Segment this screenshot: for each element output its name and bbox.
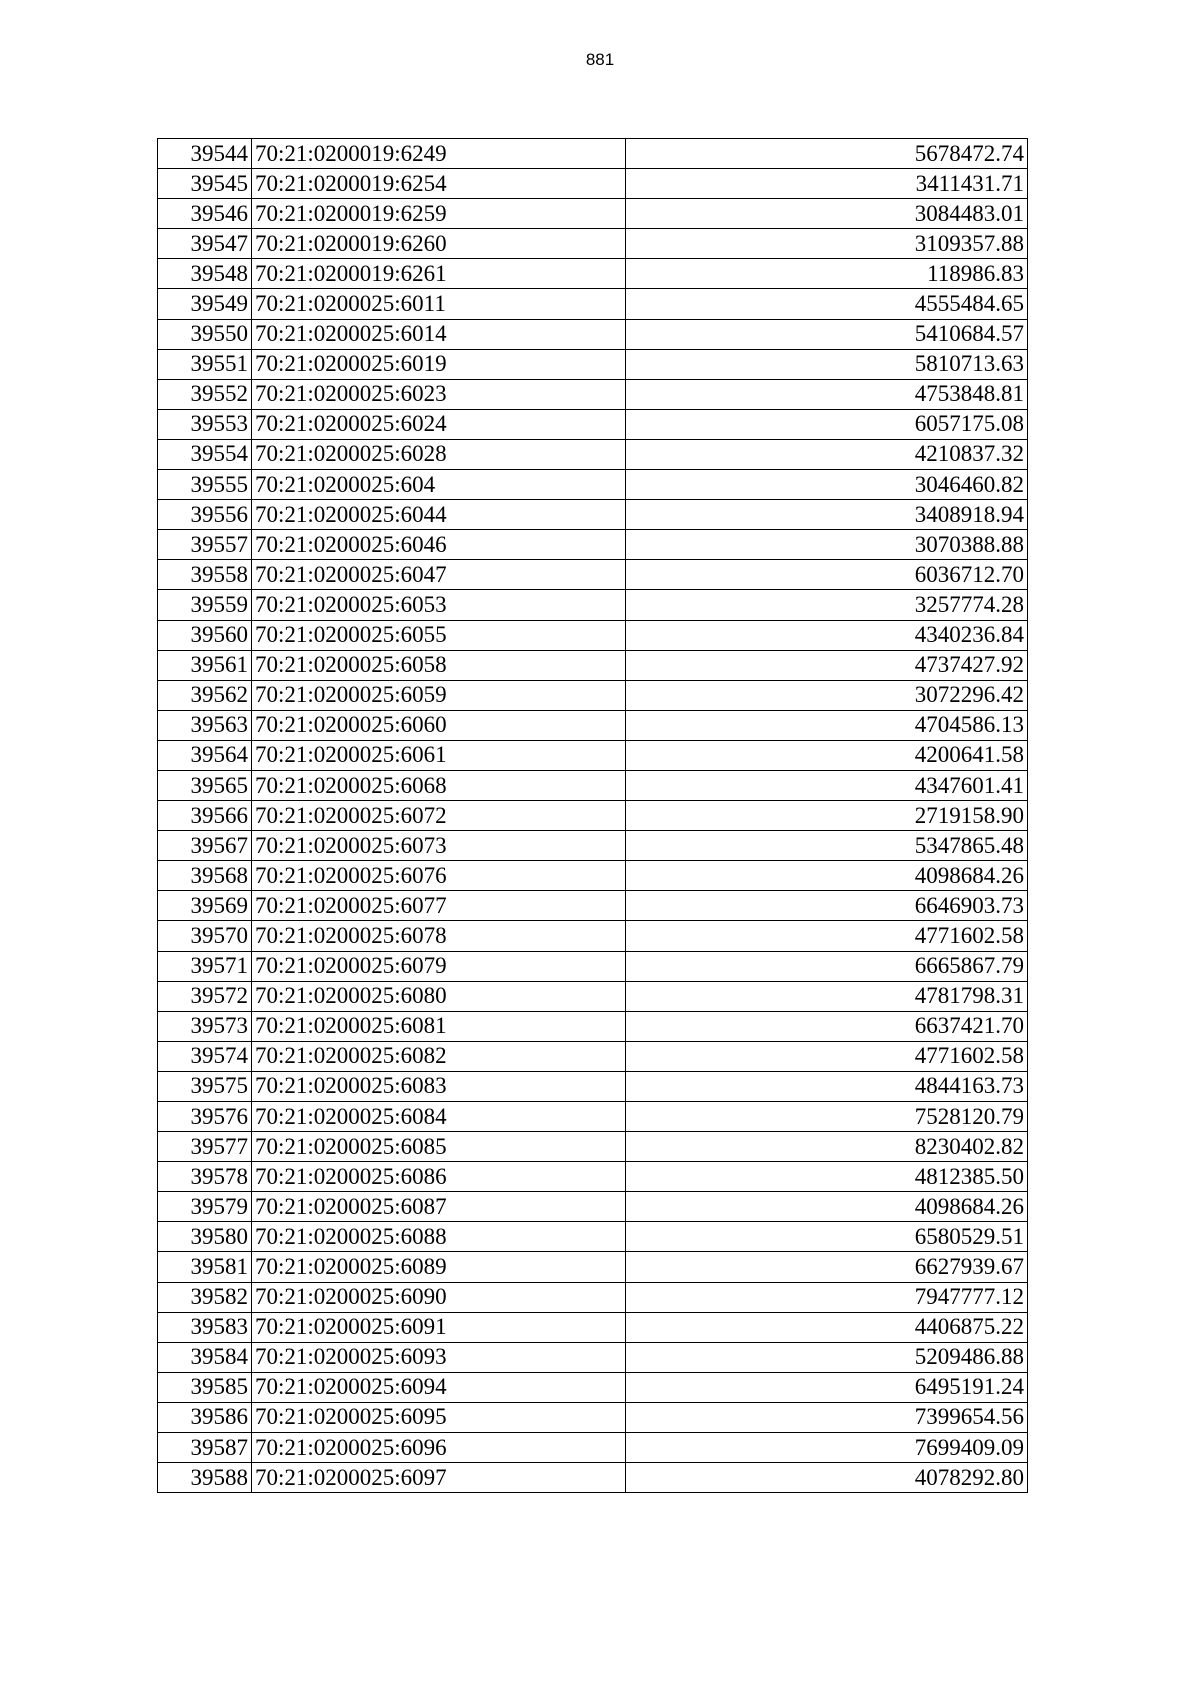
row-number-cell: 39573: [158, 1011, 252, 1041]
cadastral-number-cell: 70:21:0200025:6083: [252, 1071, 626, 1101]
cadastral-value-cell: 3084483.01: [626, 199, 1028, 229]
table-row: [158, 259, 1028, 289]
cadastral-number-cell: 70:21:0200019:6260: [252, 229, 626, 259]
table-row: [158, 1433, 1028, 1463]
cadastral-number-cell: 70:21:0200025:6060: [252, 710, 626, 740]
cadastral-value-cell: 4078292.80: [626, 1463, 1028, 1493]
cadastral-value-cell: 4347601.41: [626, 770, 1028, 800]
cadastral-number-cell: 70:21:0200019:6254: [252, 169, 626, 199]
cadastral-number-cell: 70:21:0200025:6093: [252, 1342, 626, 1372]
row-number-cell: 39559: [158, 590, 252, 620]
cadastral-value-cell: 4210837.32: [626, 439, 1028, 469]
row-number-cell: 39564: [158, 740, 252, 770]
cadastral-value-cell: 3408918.94: [626, 500, 1028, 530]
cadastral-number-cell: 70:21:0200025:6096: [252, 1433, 626, 1463]
row-number-cell: 39561: [158, 650, 252, 680]
cadastral-number-cell: 70:21:0200025:6047: [252, 560, 626, 590]
cadastral-value-cell: 6036712.70: [626, 560, 1028, 590]
cadastral-value-cell: 5678472.74: [626, 139, 1028, 169]
row-number-cell: 39554: [158, 439, 252, 469]
row-number-cell: 39562: [158, 680, 252, 710]
table-row: [158, 590, 1028, 620]
cadastral-number-cell: 70:21:0200025:6044: [252, 500, 626, 530]
row-number-cell: 39582: [158, 1282, 252, 1312]
row-number-cell: 39580: [158, 1222, 252, 1252]
cadastral-value-cell: 7699409.09: [626, 1433, 1028, 1463]
table-row: [158, 470, 1028, 500]
cadastral-value-cell: 7528120.79: [626, 1102, 1028, 1132]
table-row: [158, 500, 1028, 530]
table-row: [158, 229, 1028, 259]
table-row: [158, 1041, 1028, 1071]
cadastral-value-cell: 5209486.88: [626, 1342, 1028, 1372]
cadastral-value-cell: 6665867.79: [626, 951, 1028, 981]
row-number-cell: 39570: [158, 921, 252, 951]
cadastral-number-cell: 70:21:0200019:6259: [252, 199, 626, 229]
cadastral-number-cell: 70:21:0200025:6078: [252, 921, 626, 951]
cadastral-value-cell: 4704586.13: [626, 710, 1028, 740]
cadastral-number-cell: 70:21:0200025:6089: [252, 1252, 626, 1282]
row-number-cell: 39587: [158, 1433, 252, 1463]
table-row: [158, 1222, 1028, 1252]
table-row: [158, 1402, 1028, 1432]
cadastral-number-cell: 70:21:0200025:6072: [252, 801, 626, 831]
cadastral-value-cell: 7399654.56: [626, 1402, 1028, 1432]
row-number-cell: 39576: [158, 1102, 252, 1132]
row-number-cell: 39571: [158, 951, 252, 981]
row-number-cell: 39574: [158, 1041, 252, 1071]
row-number-cell: 39579: [158, 1192, 252, 1222]
table-row: [158, 169, 1028, 199]
row-number-cell: 39545: [158, 169, 252, 199]
table-row: [158, 139, 1028, 169]
cadastral-value-cell: 4771602.58: [626, 921, 1028, 951]
cadastral-value-table: [157, 138, 1028, 1493]
table-row: [158, 1342, 1028, 1372]
cadastral-value-cell: 3411431.71: [626, 169, 1028, 199]
row-number-cell: 39548: [158, 259, 252, 289]
row-number-cell: 39572: [158, 981, 252, 1011]
table-row: [158, 680, 1028, 710]
table-row: [158, 379, 1028, 409]
row-number-cell: 39567: [158, 831, 252, 861]
table-row: [158, 1071, 1028, 1101]
row-number-cell: 39578: [158, 1162, 252, 1192]
cadastral-value-cell: 3072296.42: [626, 680, 1028, 710]
cadastral-value-cell: 4812385.50: [626, 1162, 1028, 1192]
row-number-cell: 39566: [158, 801, 252, 831]
row-number-cell: 39568: [158, 861, 252, 891]
row-number-cell: 39584: [158, 1342, 252, 1372]
cadastral-value-cell: 6637421.70: [626, 1011, 1028, 1041]
cadastral-value-cell: 6495191.24: [626, 1372, 1028, 1402]
cadastral-number-cell: 70:21:0200025:6053: [252, 590, 626, 620]
cadastral-number-cell: 70:21:0200025:6059: [252, 680, 626, 710]
cadastral-value-cell: 3109357.88: [626, 229, 1028, 259]
table-row: [158, 530, 1028, 560]
table-row: [158, 891, 1028, 921]
cadastral-value-table-container: [157, 138, 1028, 1493]
row-number-cell: 39555: [158, 470, 252, 500]
table-row: [158, 1282, 1028, 1312]
cadastral-value-cell: 4555484.65: [626, 289, 1028, 319]
cadastral-value-cell: 2719158.90: [626, 801, 1028, 831]
table-row: [158, 199, 1028, 229]
cadastral-number-cell: 70:21:0200025:6082: [252, 1041, 626, 1071]
row-number-cell: 39569: [158, 891, 252, 921]
cadastral-value-cell: 4844163.73: [626, 1071, 1028, 1101]
cadastral-value-cell: 4406875.22: [626, 1312, 1028, 1342]
cadastral-value-cell: 3257774.28: [626, 590, 1028, 620]
cadastral-number-cell: 70:21:0200025:6084: [252, 1102, 626, 1132]
cadastral-value-cell: 7947777.12: [626, 1282, 1028, 1312]
cadastral-number-cell: 70:21:0200025:6087: [252, 1192, 626, 1222]
row-number-cell: 39558: [158, 560, 252, 590]
cadastral-value-cell: 6627939.67: [626, 1252, 1028, 1282]
cadastral-number-cell: 70:21:0200025:6090: [252, 1282, 626, 1312]
table-row: [158, 831, 1028, 861]
table-row: [158, 1372, 1028, 1402]
table-body: [158, 139, 1028, 1493]
cadastral-value-cell: 5410684.57: [626, 319, 1028, 349]
cadastral-value-cell: 4781798.31: [626, 981, 1028, 1011]
table-row: [158, 650, 1028, 680]
table-row: [158, 439, 1028, 469]
cadastral-number-cell: 70:21:0200025:6058: [252, 650, 626, 680]
cadastral-value-cell: 5810713.63: [626, 349, 1028, 379]
cadastral-value-cell: 5347865.48: [626, 831, 1028, 861]
cadastral-number-cell: 70:21:0200025:6091: [252, 1312, 626, 1342]
cadastral-number-cell: 70:21:0200025:6046: [252, 530, 626, 560]
cadastral-value-cell: 4340236.84: [626, 620, 1028, 650]
cadastral-number-cell: 70:21:0200025:6023: [252, 379, 626, 409]
table-row: [158, 1312, 1028, 1342]
table-row: [158, 409, 1028, 439]
row-number-cell: 39565: [158, 770, 252, 800]
table-row: [158, 770, 1028, 800]
row-number-cell: 39560: [158, 620, 252, 650]
cadastral-number-cell: 70:21:0200019:6261: [252, 259, 626, 289]
table-row: [158, 1463, 1028, 1493]
row-number-cell: 39557: [158, 530, 252, 560]
cadastral-value-cell: 4098684.26: [626, 861, 1028, 891]
table-row: [158, 1192, 1028, 1222]
page-number: 881: [585, 50, 615, 69]
cadastral-number-cell: 70:21:0200025:6081: [252, 1011, 626, 1041]
table-row: [158, 349, 1028, 379]
table-row: [158, 289, 1028, 319]
row-number-cell: 39546: [158, 199, 252, 229]
cadastral-number-cell: 70:21:0200025:6079: [252, 951, 626, 981]
cadastral-number-cell: 70:21:0200025:6097: [252, 1463, 626, 1493]
table-row: [158, 1102, 1028, 1132]
table-row: [158, 1162, 1028, 1192]
table-row: [158, 620, 1028, 650]
row-number-cell: 39556: [158, 500, 252, 530]
row-number-cell: 39547: [158, 229, 252, 259]
cadastral-number-cell: 70:21:0200025:6088: [252, 1222, 626, 1252]
row-number-cell: 39549: [158, 289, 252, 319]
table-row: [158, 1011, 1028, 1041]
row-number-cell: 39550: [158, 319, 252, 349]
cadastral-number-cell: 70:21:0200025:6080: [252, 981, 626, 1011]
cadastral-number-cell: 70:21:0200025:6094: [252, 1372, 626, 1402]
cadastral-value-cell: 6580529.51: [626, 1222, 1028, 1252]
row-number-cell: 39577: [158, 1132, 252, 1162]
cadastral-number-cell: 70:21:0200025:6011: [252, 289, 626, 319]
table-row: [158, 981, 1028, 1011]
cadastral-number-cell: 70:21:0200025:6061: [252, 740, 626, 770]
cadastral-number-cell: 70:21:0200025:6086: [252, 1162, 626, 1192]
cadastral-value-cell: 118986.83: [626, 259, 1028, 289]
table-row: [158, 861, 1028, 891]
cadastral-value-cell: 6646903.73: [626, 891, 1028, 921]
cadastral-number-cell: 70:21:0200025:6019: [252, 349, 626, 379]
row-number-cell: 39553: [158, 409, 252, 439]
row-number-cell: 39585: [158, 1372, 252, 1402]
cadastral-number-cell: 70:21:0200025:6095: [252, 1402, 626, 1432]
cadastral-value-cell: 4098684.26: [626, 1192, 1028, 1222]
cadastral-number-cell: 70:21:0200025:6077: [252, 891, 626, 921]
table-row: [158, 921, 1028, 951]
table-row: [158, 740, 1028, 770]
cadastral-value-cell: 8230402.82: [626, 1132, 1028, 1162]
cadastral-value-cell: 4737427.92: [626, 650, 1028, 680]
cadastral-value-cell: 6057175.08: [626, 409, 1028, 439]
row-number-cell: 39581: [158, 1252, 252, 1282]
table-row: [158, 951, 1028, 981]
row-number-cell: 39552: [158, 379, 252, 409]
cadastral-number-cell: 70:21:0200025:6055: [252, 620, 626, 650]
row-number-cell: 39544: [158, 139, 252, 169]
table-row: [158, 319, 1028, 349]
cadastral-value-cell: 4200641.58: [626, 740, 1028, 770]
row-number-cell: 39575: [158, 1071, 252, 1101]
table-row: [158, 560, 1028, 590]
cadastral-number-cell: 70:21:0200025:604: [252, 470, 626, 500]
row-number-cell: 39551: [158, 349, 252, 379]
row-number-cell: 39586: [158, 1402, 252, 1432]
table-row: [158, 1252, 1028, 1282]
cadastral-number-cell: 70:21:0200019:6249: [252, 139, 626, 169]
cadastral-number-cell: 70:21:0200025:6014: [252, 319, 626, 349]
table-row: [158, 710, 1028, 740]
table-row: [158, 801, 1028, 831]
row-number-cell: 39583: [158, 1312, 252, 1342]
table-row: [158, 1132, 1028, 1162]
cadastral-number-cell: 70:21:0200025:6076: [252, 861, 626, 891]
cadastral-value-cell: 3070388.88: [626, 530, 1028, 560]
cadastral-value-cell: 4753848.81: [626, 379, 1028, 409]
cadastral-number-cell: 70:21:0200025:6073: [252, 831, 626, 861]
cadastral-number-cell: 70:21:0200025:6085: [252, 1132, 626, 1162]
cadastral-number-cell: 70:21:0200025:6028: [252, 439, 626, 469]
cadastral-number-cell: 70:21:0200025:6068: [252, 770, 626, 800]
cadastral-number-cell: 70:21:0200025:6024: [252, 409, 626, 439]
cadastral-value-cell: 3046460.82: [626, 470, 1028, 500]
row-number-cell: 39588: [158, 1463, 252, 1493]
cadastral-value-cell: 4771602.58: [626, 1041, 1028, 1071]
row-number-cell: 39563: [158, 710, 252, 740]
